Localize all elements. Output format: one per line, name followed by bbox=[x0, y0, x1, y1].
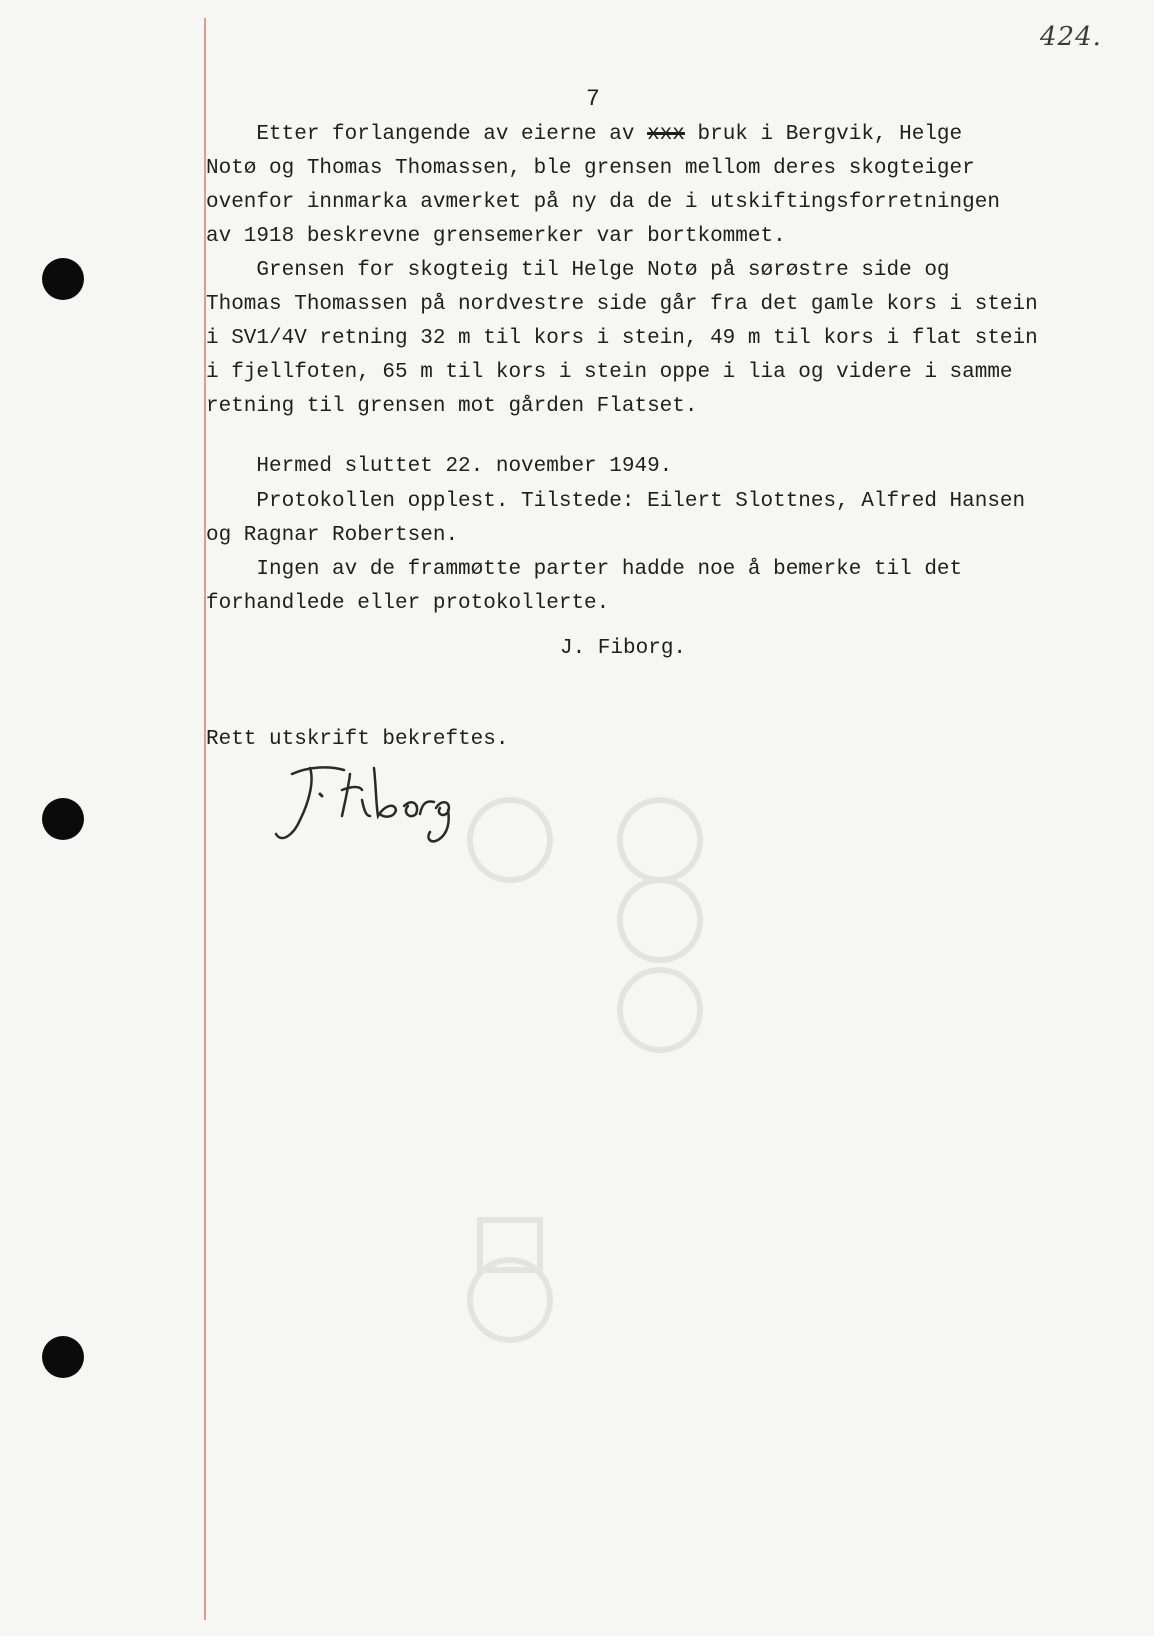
text-fragment: bruk i Bergvik, Helge bbox=[684, 123, 963, 146]
folio-number: 424. bbox=[1040, 22, 1102, 52]
punch-hole bbox=[42, 258, 84, 300]
text-line bbox=[206, 118, 962, 152]
text-line: Notø og Thomas Thomassen, ble grensen mellom deres skogteiger bbox=[206, 157, 975, 180]
punch-hole bbox=[42, 1336, 84, 1378]
text-line: i fjellfoten, 65 m til kors i stein oppe i lia og videre i samme bbox=[206, 361, 1013, 384]
typed-signature bbox=[560, 632, 760, 734]
text-line: Protokollen opplest. Tilstede: Eilert Slottnes, Alfred Hansen bbox=[206, 490, 1026, 513]
text-line: retning til grensen mot gården Flatset. bbox=[206, 395, 698, 418]
page-number: 7 bbox=[586, 86, 600, 112]
certification-text: Rett utskrift bekreftes. bbox=[206, 728, 509, 751]
text-line: ovenfor innmarka avmerket på ny da de i utskiftingsforretningen bbox=[206, 191, 1000, 214]
text-line: Hermed sluttet 22. november 1949. bbox=[206, 455, 673, 478]
punch-hole bbox=[42, 798, 84, 840]
text-line: Ingen av de frammøtte parter hadde noe å bemerke til det bbox=[206, 558, 963, 581]
text-line: Grensen for skogteig til Helge Notø på sørøstre side og bbox=[206, 259, 950, 282]
signature-name: J. Fiborg. bbox=[560, 637, 687, 660]
text-line: forhandlede eller protokollerte. bbox=[206, 592, 610, 615]
text-line: Thomas Thomassen på nordvestre side går fra det gamle kors i stein bbox=[206, 293, 1038, 316]
handwritten-signature bbox=[270, 760, 470, 850]
text-line: av 1918 beskrevne grensemerker var bortkommet. bbox=[206, 225, 786, 248]
text-fragment: Etter forlangende av eierne av bbox=[206, 123, 648, 146]
text-line: i SV1/4V retning 32 m til kors i stein, 49 m til kors i flat stein bbox=[206, 327, 1038, 350]
text-line: og Ragnar Robertsen. bbox=[206, 524, 459, 547]
struck-text: xxx bbox=[647, 123, 685, 146]
